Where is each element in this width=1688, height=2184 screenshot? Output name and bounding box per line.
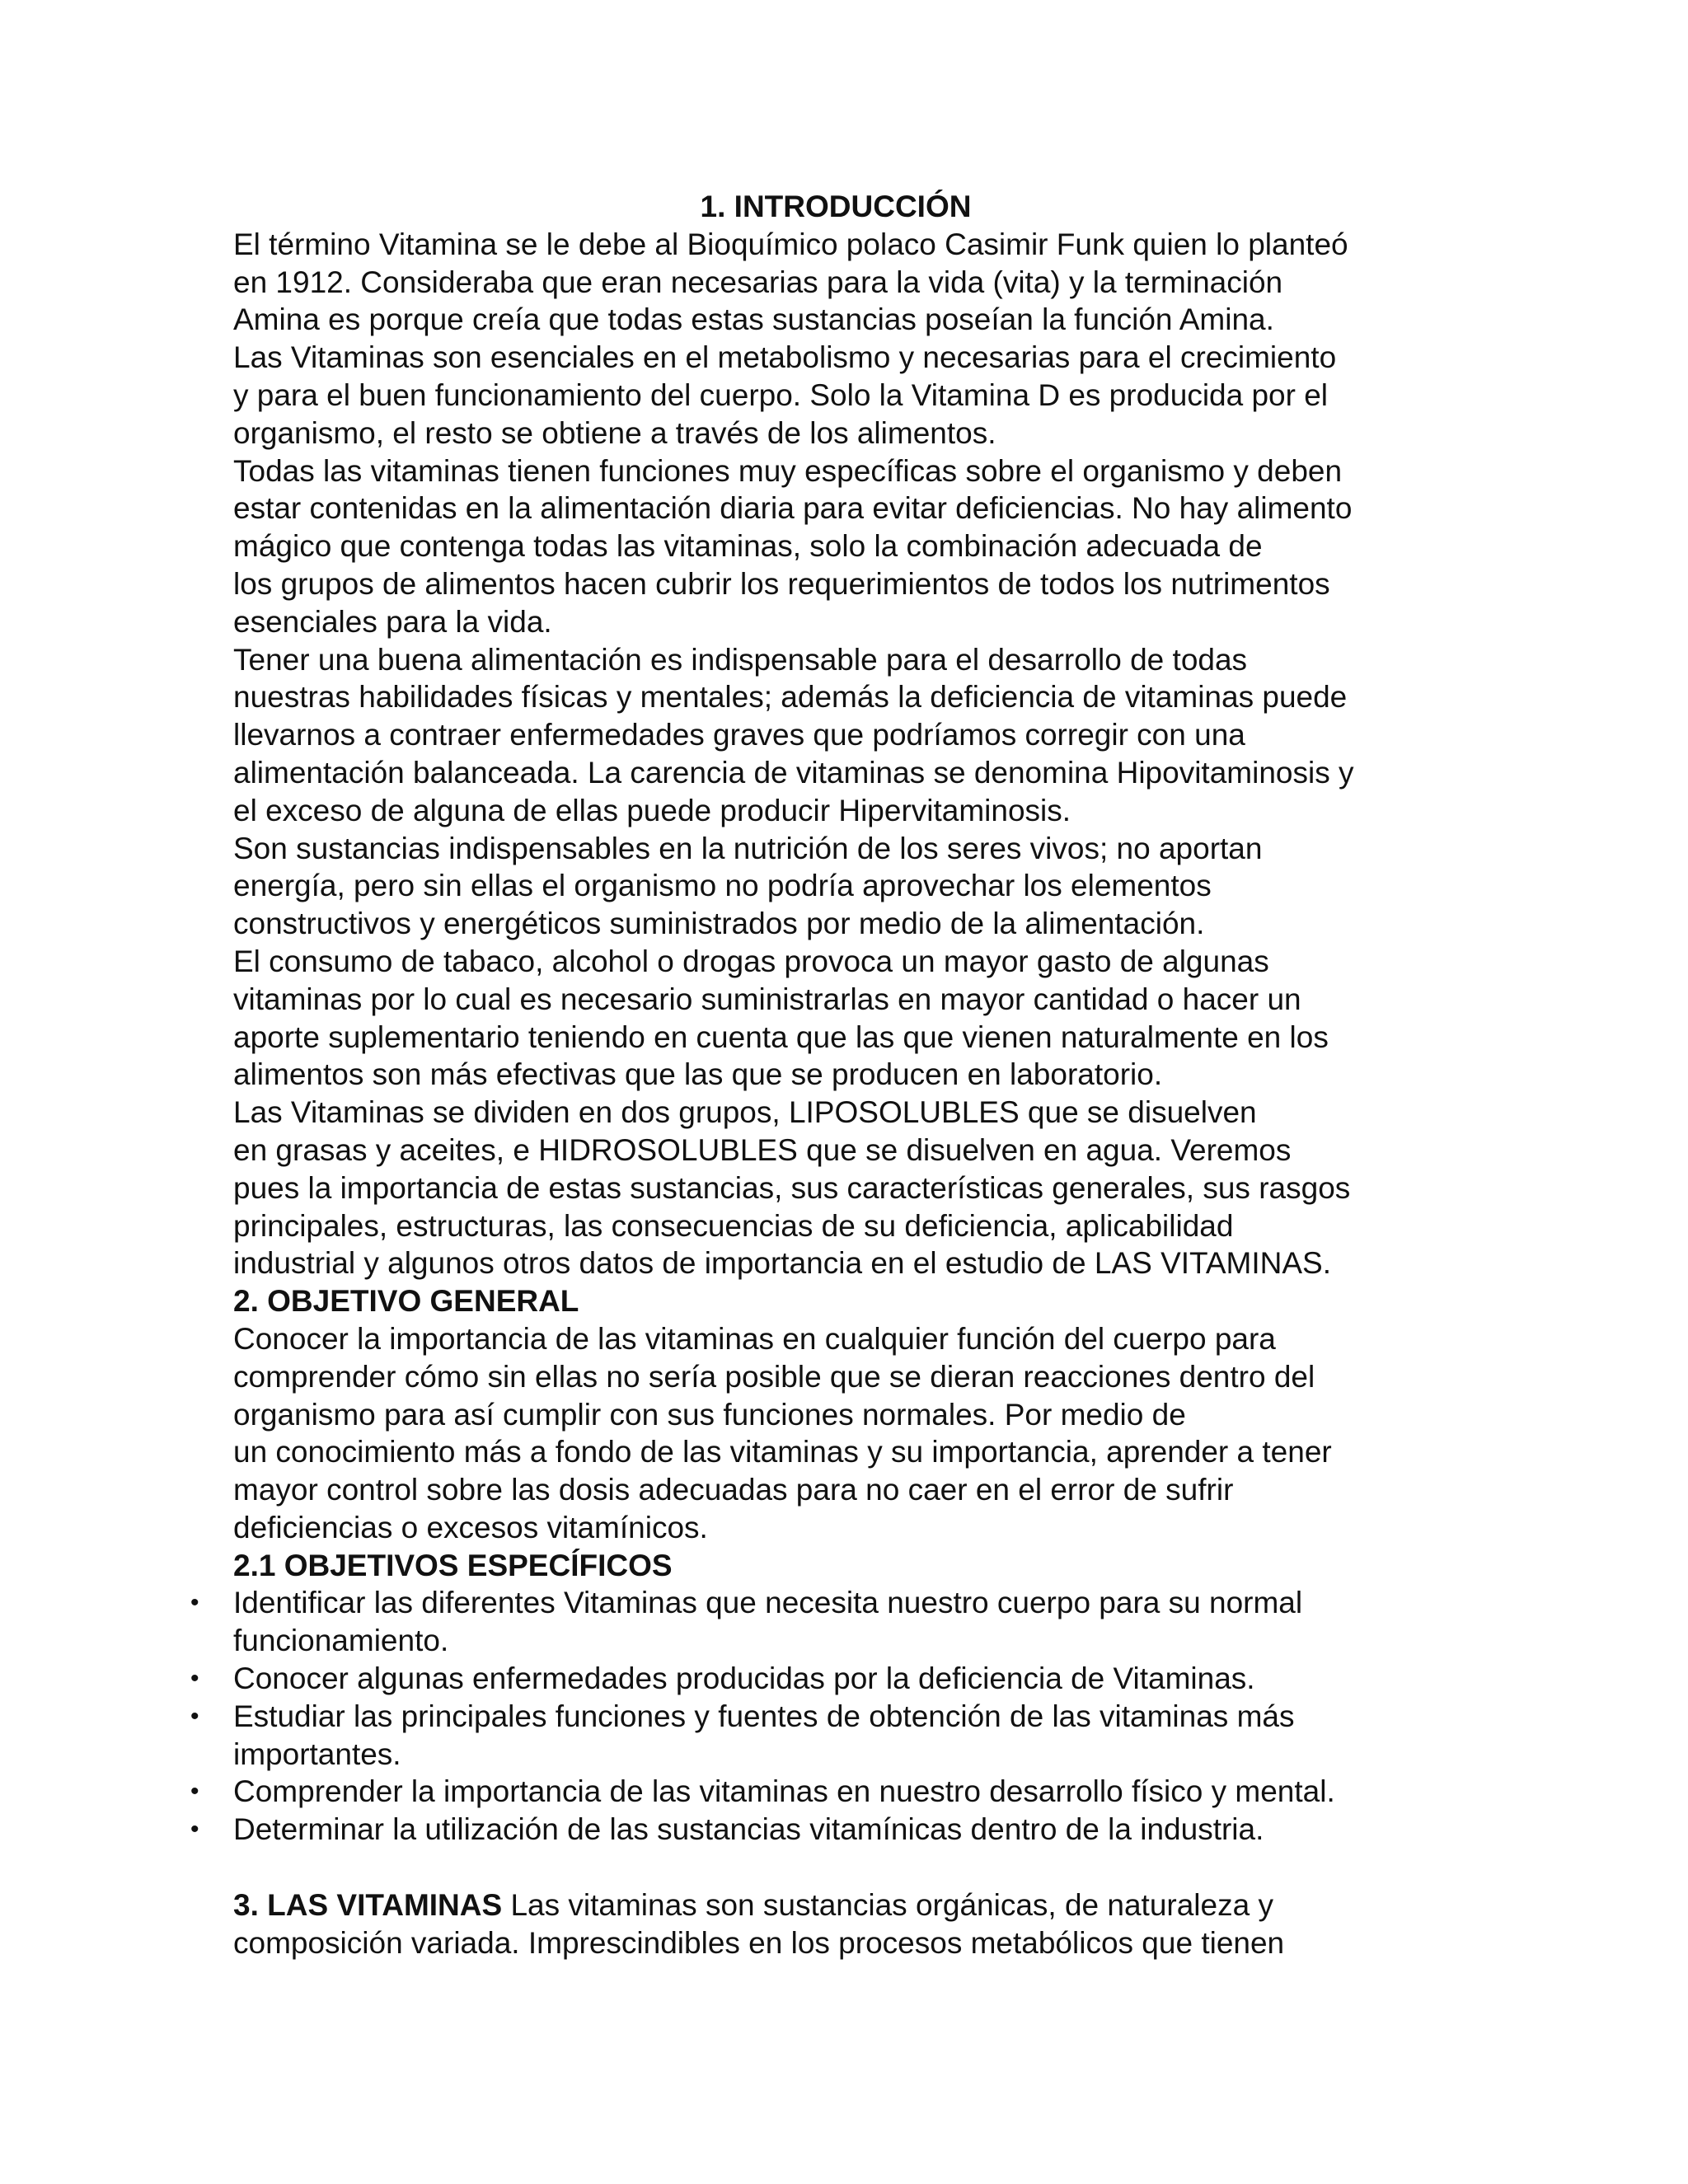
paragraph-line: Tener una buena alimentación es indispensable para el desarrollo de todas [233, 642, 1248, 677]
list-item [190, 1773, 1486, 1811]
list-item-line: Identificar las diferentes Vitaminas que necesita nuestro cuerpo para su normal [233, 1586, 1303, 1620]
paragraph-line: El término Vitamina se le debe al Bioquímico polaco Casimir Funk quien lo planteó [233, 227, 1348, 261]
section-2-title: 2. OBJETIVO GENERAL [233, 1284, 579, 1319]
paragraph-line: pues la importancia de estas sustancias, sus características generales, sus rasgos [233, 1170, 1351, 1205]
paragraph-line: Amina es porque creía que todas estas sustancias poseían la función Amina. [233, 302, 1274, 337]
paragraph-line: vitaminas por lo cual es necesario suministrarlas en mayor cantidad o hacer un [233, 982, 1301, 1016]
paragraph-line: un conocimiento más a fondo de las vitaminas y su importancia, aprender a tener [233, 1435, 1332, 1469]
paragraph-line: en 1912. Consideraba que eran necesarias para la vida (vita) y la terminación [233, 265, 1283, 299]
paragraph-line: deficiencias o excesos vitamínicos. [233, 1510, 708, 1544]
paragraph-line: industrial y algunos otros datos de importancia en el estudio de LAS VITAMINAS. [233, 1246, 1332, 1281]
list-item-line: Conocer algunas enfermedades producidas por la deficiencia de Vitaminas. [233, 1661, 1255, 1696]
list-item [190, 1698, 1486, 1774]
list-item [190, 1811, 1486, 1849]
paragraph-line: los grupos de alimentos hacen cubrir los requerimientos de todos los nutrimentos [233, 566, 1330, 601]
paragraph-line: Son sustancias indispensables en la nutrición de los seres vivos; no aportan [233, 831, 1263, 865]
paragraph-line: constructivos y energéticos suministrados por medio de la alimentación. [233, 907, 1205, 941]
specific-objectives-list [190, 1584, 1486, 1849]
section-3-title: 3. LAS VITAMINAS [233, 1887, 503, 1922]
bullet-icon: • [190, 1665, 199, 1693]
bullet-icon: • [190, 1778, 199, 1806]
paragraph-line: en grasas y aceites, e HIDROSOLUBLES que se disuelven en agua. Veremos [233, 1132, 1292, 1167]
paragraph-line: mágico que contenga todas las vitaminas, solo la combinación adecuada de [233, 529, 1263, 564]
paragraph-line: Todas las vitaminas tienen funciones muy específicas sobre el organismo y deben [233, 453, 1343, 488]
section-2-body [233, 1320, 1486, 1547]
blank-line [233, 1849, 1486, 1886]
list-item-line: funcionamiento. [233, 1624, 449, 1658]
paragraph-line: comprender cómo sin ellas no sería posible que se dieran reacciones dentro del [233, 1359, 1315, 1394]
section-3-first-line-text: Las vitaminas son sustancias orgánicas, de naturaleza y [502, 1887, 1273, 1922]
list-item-line: Determinar la utilización de las sustancias vitamínicas dentro de la industria. [233, 1812, 1264, 1847]
paragraph-line: composición variada. Imprescindibles en los procesos metabólicos que tienen [233, 1925, 1285, 1960]
paragraph-line: organismo, el resto se obtiene a través de los alimentos. [233, 415, 996, 450]
paragraph-line: alimentación balanceada. La carencia de vitaminas se denomina Hipovitaminosis y [233, 755, 1354, 790]
bullet-icon: • [190, 1702, 199, 1730]
paragraph-line: mayor control sobre las dosis adecuadas para no caer en el error de sufrir [233, 1473, 1234, 1507]
list-item-line: Estudiar las principales funciones y fuentes de obtención de las vitaminas más [233, 1699, 1295, 1733]
paragraph-line: alimentos son más efectivas que las que se producen en laboratorio. [233, 1057, 1163, 1092]
paragraph-line: Las Vitaminas se dividen en dos grupos, LIPOSOLUBLES que se disuelven [233, 1095, 1257, 1130]
bullet-icon: • [190, 1589, 199, 1617]
paragraph-line: Las Vitaminas son esenciales en el metabolismo y necesarias para el crecimiento [233, 340, 1337, 375]
paragraph-line: principales, estructuras, las consecuencias de su deficiencia, aplicabilidad [233, 1208, 1234, 1243]
paragraph-line: estar contenidas en la alimentación diaria para evitar deficiencias. No hay alimento [233, 491, 1353, 526]
list-item-line: importantes. [233, 1736, 401, 1771]
paragraph-line: Conocer la importancia de las vitaminas en cualquier función del cuerpo para [233, 1321, 1276, 1356]
document-body [190, 188, 1486, 1961]
paragraph-line: el exceso de alguna de ellas puede producir Hipervitaminosis. [233, 793, 1071, 827]
paragraph-line: y para el buen funcionamiento del cuerpo. Solo la Vitamina D es producida por el [233, 377, 1329, 412]
list-item [190, 1660, 1486, 1698]
list-item [190, 1584, 1486, 1660]
section-2-1-title: 2.1 OBJETIVOS ESPECÍFICOS [233, 1548, 673, 1582]
paragraph-line: nuestras habilidades físicas y mentales; además la deficiencia de vitaminas puede [233, 680, 1348, 715]
section-1-title: 1. INTRODUCCIÓN [700, 190, 972, 223]
section-3-body [233, 1886, 1486, 1962]
paragraph-line: El consumo de tabaco, alcohol o drogas provoca un mayor gasto de algunas [233, 944, 1269, 978]
paragraph-line: llevarnos a contraer enfermedades graves que podríamos corregir con una [233, 718, 1245, 752]
paragraph-line: esenciales para la vida. [233, 604, 552, 639]
paragraph-line: energía, pero sin ellas el organismo no podría aprovechar los elementos [233, 869, 1212, 903]
section-1-body [233, 226, 1486, 1282]
paragraph-line: aporte suplementario teniendo en cuenta que las que vienen naturalmente en los [233, 1019, 1329, 1054]
paragraph-line: organismo para así cumplir con sus funciones normales. Por medio de [233, 1397, 1186, 1432]
bullet-icon: • [190, 1816, 199, 1844]
section-3-first-line [233, 1886, 1486, 1924]
list-item-line: Comprender la importancia de las vitaminas en nuestro desarrollo físico y mental. [233, 1774, 1335, 1809]
